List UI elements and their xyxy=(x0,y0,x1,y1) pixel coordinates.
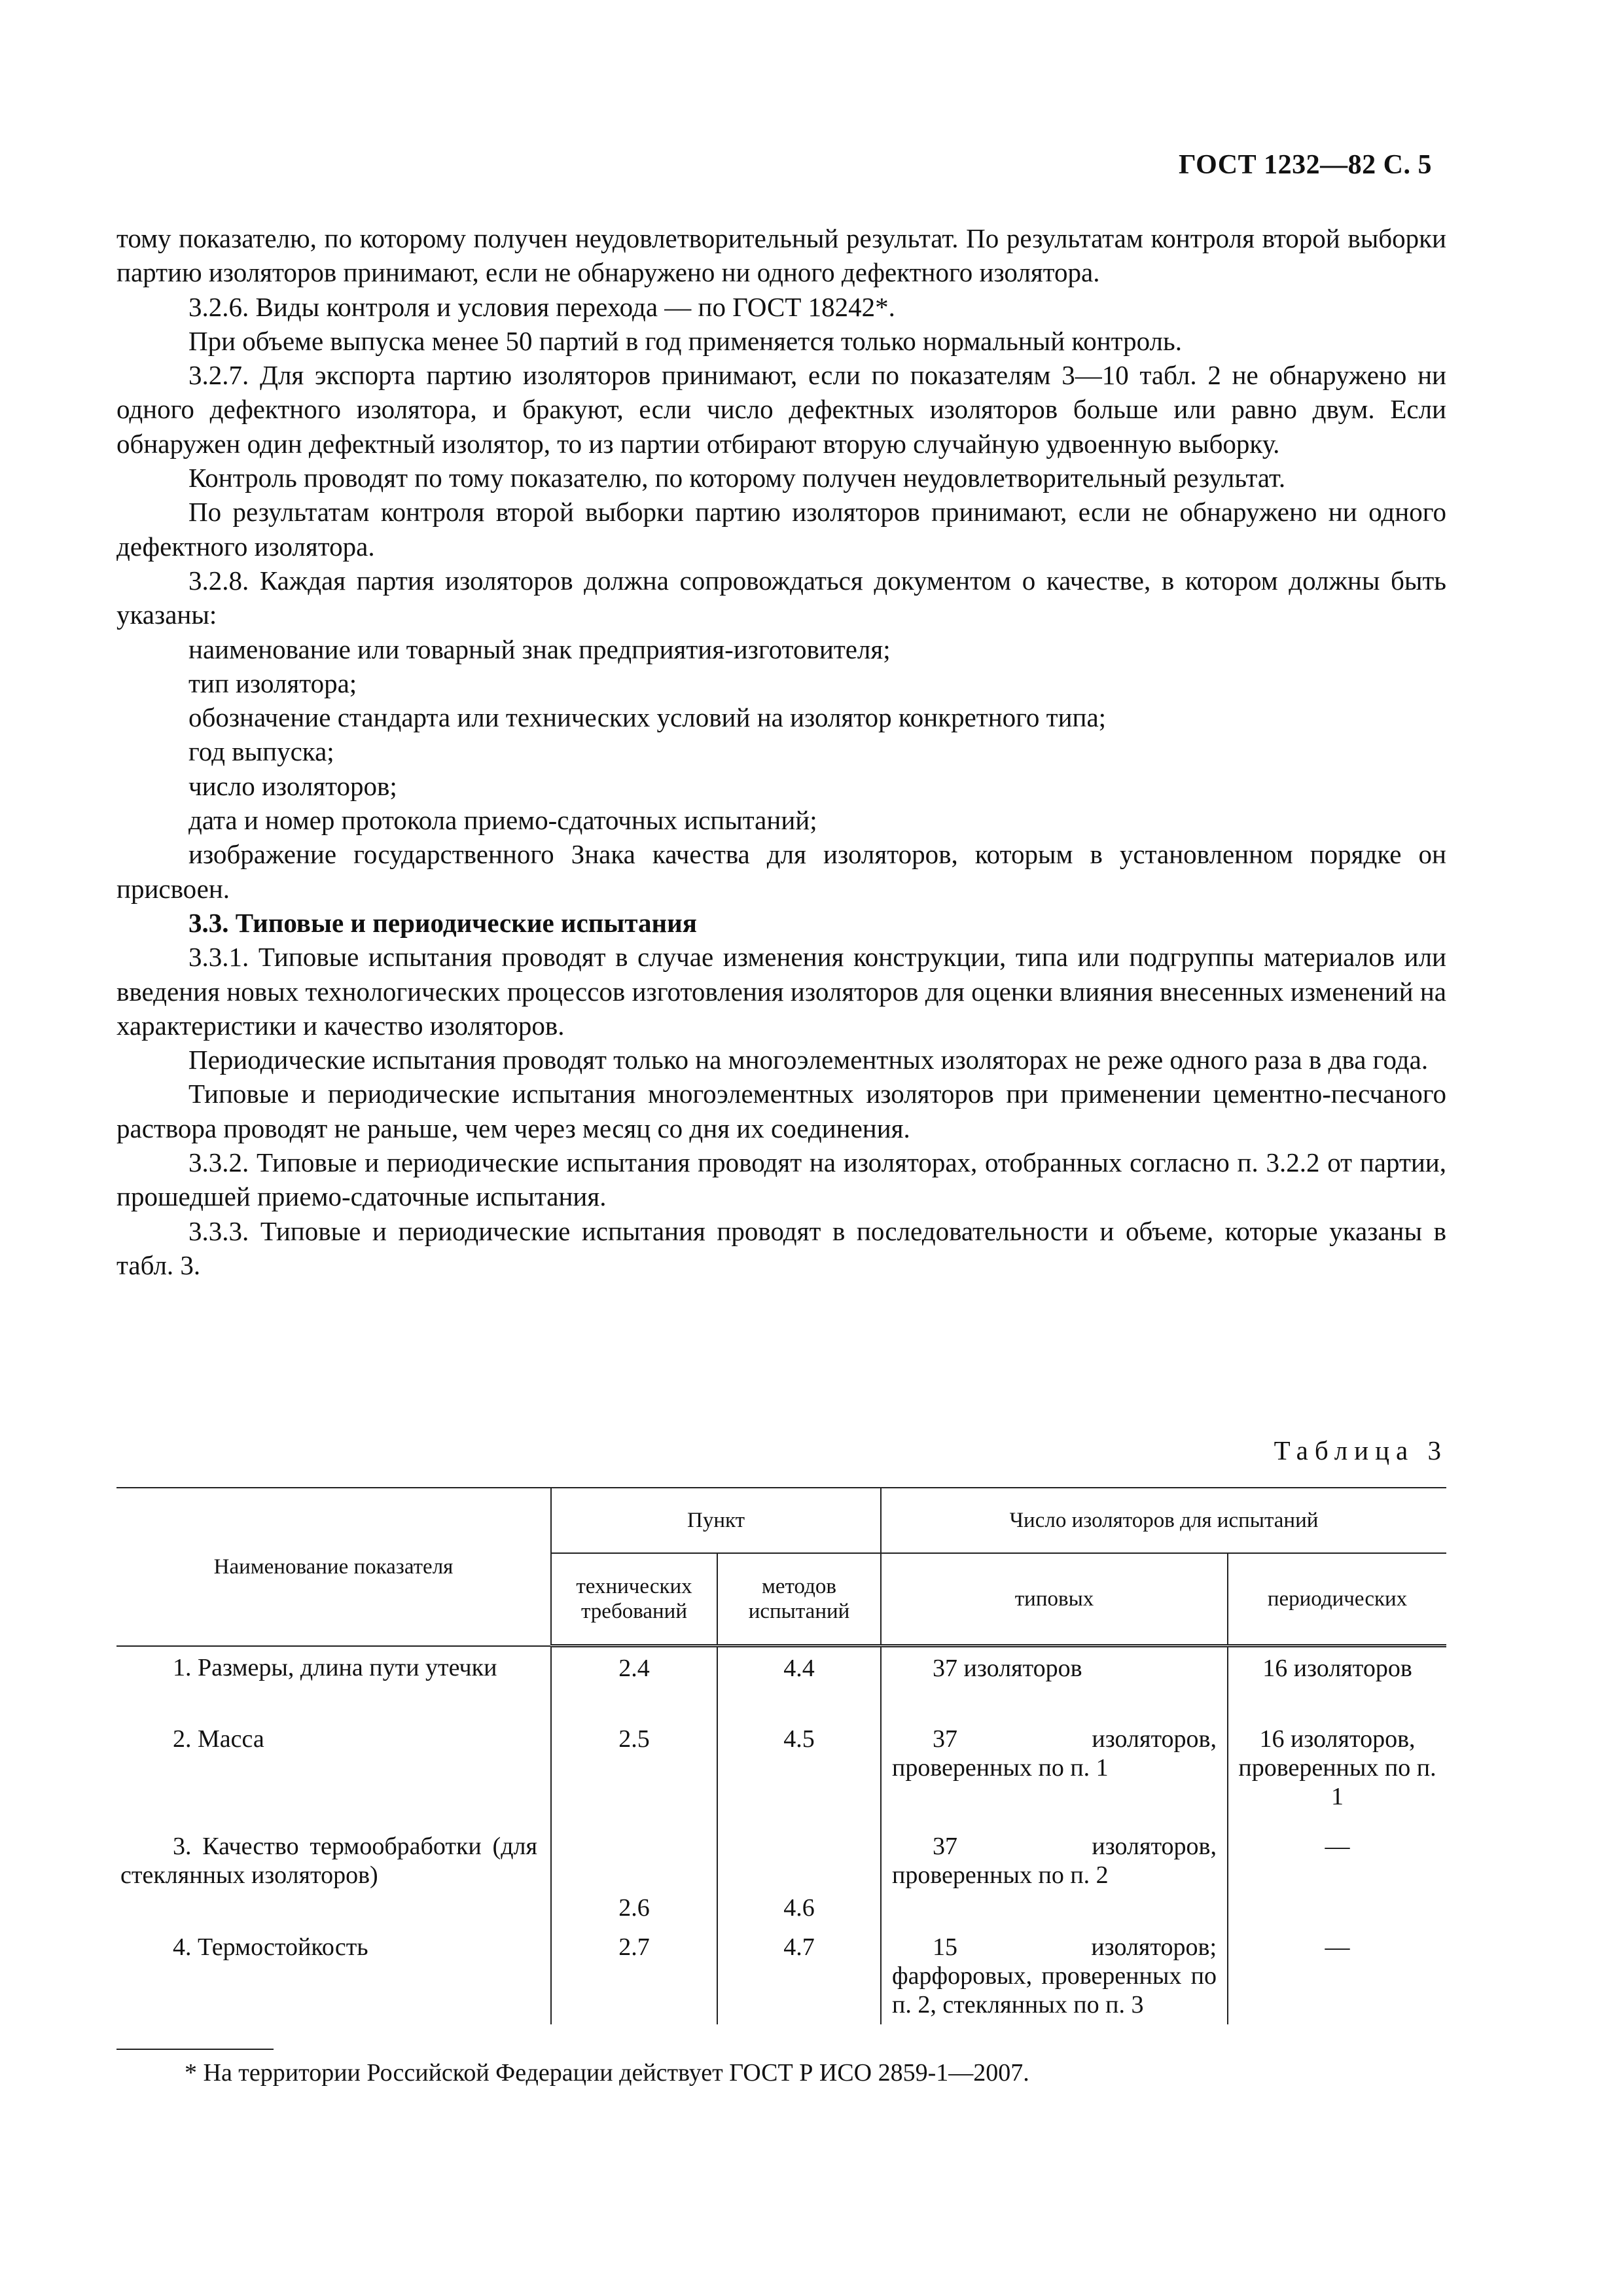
table-3 xyxy=(116,1487,1446,2024)
cell-tech: 2.4 xyxy=(551,1646,717,1718)
table-row xyxy=(116,1718,1446,1825)
paragraph: 3.2.6. Виды контроля и условия перехода — по ГОСТ 18242*. xyxy=(188,291,895,322)
cell-name: 3. Качество термообработки (для стеклянных изоляторов) xyxy=(120,1832,537,1889)
paragraph: тому показателю, по которому получен неудовлетворительный результат. По результатам контроля второй выборки партию изоляторов принимают, если не обнаружено ни одного дефектного изолятора. xyxy=(116,223,1446,288)
paragraph: 3.3.1. Типовые испытания проводят в случае изменения конструкции, типа или подгруппы материалов или введения новых технологических процессов изготовления изоляторов для оценки влияния внесенных изменений на характеристики и качество изоляторов. xyxy=(116,942,1446,1041)
paragraph: 3.3.3. Типовые и периодические испытания проводят в последовательности и объеме, которые указаны в табл. 3. xyxy=(116,1215,1446,1280)
cell-method: 4.6 xyxy=(717,1825,881,1926)
cell-periodic: 16 изоляторов, проверенных по п. 1 xyxy=(1228,1718,1446,1825)
paragraph: По результатам контроля второй выборки партию изоляторов принимают, если не обнаружено ни одного дефектного изолятора. xyxy=(116,497,1446,562)
header-typical: типовых xyxy=(881,1553,1228,1646)
cell-periodic: — xyxy=(1228,1926,1446,2024)
paragraph: 3.2.8. Каждая партия изоляторов должна сопровождаться документом о качестве, в котором должны быть указаны: xyxy=(116,565,1446,630)
cell-typical: 37 изоляторов, проверенных по п. 2 xyxy=(881,1825,1228,1926)
paragraph: Периодические испытания проводят только на многоэлементных изоляторах не реже одного раза в два года. xyxy=(188,1045,1429,1075)
cell-periodic: 16 изоляторов xyxy=(1228,1646,1446,1718)
table-row xyxy=(116,1825,1446,1926)
table-row xyxy=(116,1646,1446,1718)
list-item: число изоляторов; xyxy=(188,770,397,801)
list-item: дата и номер протокола приемо-сдаточных испытаний; xyxy=(188,805,817,836)
list-item: год выпуска; xyxy=(188,736,334,767)
footnote-divider xyxy=(116,2049,274,2050)
list-item: изображение государственного Знака качества для изоляторов, которым в установленном порядке он присвоен. xyxy=(116,839,1446,904)
page-header: ГОСТ 1232—82 С. 5 xyxy=(1178,150,1432,180)
cell-tech: 2.6 xyxy=(551,1825,717,1926)
section-heading: 3.3. Типовые и периодические испытания xyxy=(188,907,697,938)
paragraph: При объеме выпуска менее 50 партий в год применяется только нормальный контроль. xyxy=(188,325,1182,356)
paragraph: 3.3.2. Типовые и периодические испытания проводят на изоляторах, отобранных согласно п. 3.2.2 от партии, прошедшей приемо-сдаточные испытания. xyxy=(116,1147,1446,1212)
paragraph: Контроль проводят по тому показателю, по которому получен неудовлетворительный результат. xyxy=(188,463,1286,493)
footnote: * На территории Российской Федерации действует ГОСТ Р ИСО 2859-1—2007. xyxy=(185,2059,1029,2087)
cell-typical: 15 изоляторов; фарфоровых, проверенных по п. 2, стеклянных по п. 3 xyxy=(881,1926,1228,2024)
body-text xyxy=(116,221,1446,1282)
cell-tech: 2.7 xyxy=(551,1926,717,2024)
cell-method: 4.5 xyxy=(717,1718,881,1825)
cell-typical: 37 изоляторов xyxy=(881,1646,1228,1718)
header-periodic: периодических xyxy=(1228,1553,1446,1646)
header-tech: технических требований xyxy=(551,1553,717,1646)
cell-periodic: — xyxy=(1228,1825,1446,1926)
list-item: наименование или товарный знак предприятия-изготовителя; xyxy=(188,634,891,664)
paragraph: 3.2.7. Для экспорта партию изоляторов принимают, если по показателям 3—10 табл. 2 не обнаружено ни одного дефектного изолятора, и бракуют, если число дефектных изоляторов больше или равно двум. Если обнаружен один дефектный изолятор, то из партии отбирают вторую случайную удвоенную выборку. xyxy=(116,360,1446,459)
cell-method: 4.7 xyxy=(717,1926,881,2024)
cell-name: 4. Термостойкость xyxy=(173,1933,368,1961)
list-item: тип изолятора; xyxy=(188,668,357,698)
header-methods: методов испытаний xyxy=(717,1553,881,1646)
header-count: Число изоляторов для испытаний xyxy=(881,1488,1446,1553)
cell-name: 1. Размеры, длина пути утечки xyxy=(173,1653,497,1681)
paragraph: Типовые и периодические испытания многоэлементных изоляторов при применении цементно-песчаного раствора проводят не раньше, чем через месяц со дня их соединения. xyxy=(116,1079,1446,1143)
cell-method: 4.4 xyxy=(717,1646,881,1718)
cell-tech: 2.5 xyxy=(551,1718,717,1825)
cell-name: 2. Масса xyxy=(173,1725,264,1753)
header-punkt: Пункт xyxy=(551,1488,881,1553)
table-row xyxy=(116,1926,1446,2024)
table-caption: Таблица 3 xyxy=(1274,1435,1448,1465)
header-name: Наименование показателя xyxy=(116,1488,551,1646)
cell-typical: 37 изоляторов, проверенных по п. 1 xyxy=(881,1718,1228,1825)
list-item: обозначение стандарта или технических условий на изолятор конкретного типа; xyxy=(188,702,1107,733)
